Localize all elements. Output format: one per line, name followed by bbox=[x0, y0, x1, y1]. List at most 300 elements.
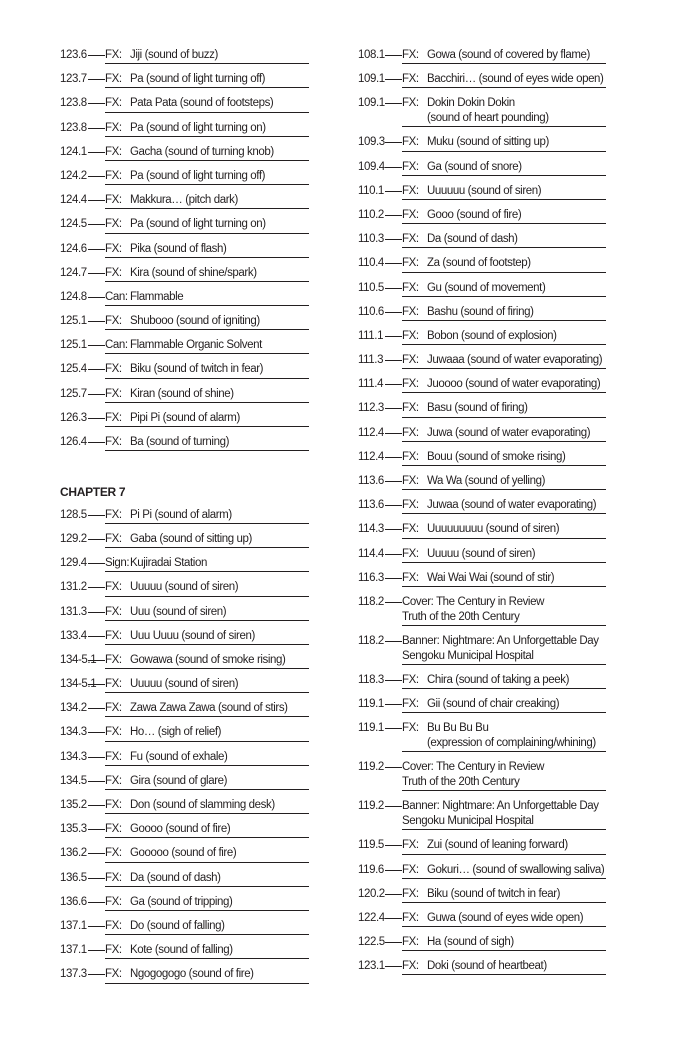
entry-description: Wa Wa (sound of yelling) bbox=[427, 475, 546, 487]
glossary-entry bbox=[60, 915, 310, 939]
entry-label: FX: bbox=[402, 911, 419, 924]
dash-rule bbox=[385, 79, 402, 80]
dash-rule bbox=[385, 870, 402, 871]
entry-description: Chira (sound of taking a peek) bbox=[427, 673, 570, 686]
entry-label: FX: bbox=[105, 919, 122, 932]
dash-rule bbox=[385, 142, 402, 143]
right-column bbox=[358, 44, 608, 979]
glossary-entry bbox=[358, 717, 608, 756]
page-number: 110.1 bbox=[358, 184, 384, 197]
glossary-entry bbox=[60, 601, 310, 625]
entry-description: Kujiradai Station bbox=[130, 557, 207, 570]
page-number: 112.4 bbox=[358, 450, 384, 463]
dash-rule bbox=[88, 442, 105, 443]
entry-label: FX: bbox=[402, 281, 419, 294]
glossary-entry bbox=[358, 470, 608, 494]
dash-rule bbox=[88, 249, 105, 250]
dash-rule bbox=[385, 966, 402, 967]
glossary-entry bbox=[358, 422, 608, 446]
entry-label: FX: bbox=[105, 968, 122, 981]
page-number: 118.2 bbox=[358, 595, 384, 608]
entry-label: FX: bbox=[402, 450, 419, 463]
entry-text bbox=[105, 508, 309, 524]
entry-label: FX: bbox=[402, 936, 419, 949]
glossary-entry bbox=[60, 697, 310, 721]
chapter-heading: CHAPTER 7 bbox=[60, 484, 126, 499]
entry-text bbox=[105, 435, 309, 451]
entry-label: FX: bbox=[105, 436, 122, 448]
entry-label: FX: bbox=[105, 145, 122, 158]
dash-rule bbox=[385, 103, 402, 104]
entry-description: Za (sound of footstep) bbox=[427, 257, 531, 270]
page-number: 124.7 bbox=[60, 266, 87, 279]
entry-text bbox=[105, 193, 309, 209]
entry-description: Kote (sound of falling) bbox=[130, 944, 233, 957]
entry-label: Can: bbox=[105, 339, 128, 352]
entry-text bbox=[402, 547, 606, 563]
dash-rule bbox=[88, 79, 105, 80]
dash-rule bbox=[88, 684, 105, 685]
entry-description: Biku (sound of twitch in fear) bbox=[427, 887, 561, 900]
entry-description: Bu Bu Bu Bu (expression of complaining/whining) bbox=[427, 722, 596, 750]
entry-description: Fu (sound of exhale) bbox=[130, 750, 228, 763]
entry-label: FX: bbox=[402, 673, 419, 686]
dash-rule bbox=[88, 926, 105, 927]
page-number: 125.7 bbox=[60, 387, 87, 400]
dash-rule bbox=[88, 902, 105, 903]
page-number: 134.2 bbox=[60, 702, 87, 715]
entry-description: Doki (sound of heartbeat) bbox=[427, 960, 547, 973]
entry-description: Ha (sound of sigh) bbox=[427, 936, 514, 949]
entry-description: Basu (sound of firing) bbox=[427, 402, 528, 415]
glossary-entry bbox=[60, 867, 310, 891]
dash-rule bbox=[88, 708, 105, 709]
dash-rule bbox=[385, 433, 402, 434]
entry-label: FX: bbox=[402, 136, 419, 149]
entry-label: FX: bbox=[402, 475, 419, 487]
page-number: 109.1 bbox=[358, 73, 385, 86]
entry-text bbox=[402, 863, 606, 879]
page-number: 123.1 bbox=[358, 960, 385, 973]
entry-text bbox=[105, 556, 309, 572]
entry-description: Pa (sound of light turning on) bbox=[130, 121, 266, 134]
dash-rule bbox=[88, 152, 105, 153]
entry-text bbox=[402, 232, 606, 248]
dash-rule bbox=[385, 408, 402, 409]
entry-description: Gooooo (sound of fire) bbox=[130, 847, 237, 860]
page-number: 124.6 bbox=[60, 242, 87, 255]
entry-label: FX: bbox=[402, 97, 419, 110]
page-number: 109.1 bbox=[358, 97, 385, 110]
dash-rule bbox=[88, 273, 105, 274]
dash-rule bbox=[88, 853, 105, 854]
page-number: 110.3 bbox=[358, 233, 384, 246]
entry-text bbox=[105, 822, 309, 838]
entry-description: Pa (sound of light turning on) bbox=[130, 218, 266, 231]
dash-rule bbox=[88, 829, 105, 830]
dash-rule bbox=[385, 641, 402, 642]
glossary-entry bbox=[60, 334, 310, 358]
entry-text bbox=[402, 96, 606, 127]
entry-description: Ga (sound of tripping) bbox=[130, 895, 233, 908]
entry-label: FX: bbox=[402, 233, 419, 246]
entry-label: FX: bbox=[402, 863, 419, 876]
entry-description: Gii (sound of chair creaking) bbox=[427, 698, 560, 711]
page-number: 134.3 bbox=[60, 726, 87, 739]
entry-description: Bobon (sound of explosion) bbox=[427, 329, 557, 342]
entry-description: Gaba (sound of sitting up) bbox=[130, 532, 252, 545]
entry-description: Biku (sound of twitch in fear) bbox=[130, 363, 264, 376]
page-number: 124.5 bbox=[60, 218, 87, 231]
entry-description: Gowawa (sound of smoke rising) bbox=[130, 653, 286, 666]
entry-label: FX: bbox=[402, 722, 419, 735]
entry-description: Pi Pi (sound of alarm) bbox=[130, 508, 232, 521]
glossary-entry bbox=[60, 44, 310, 68]
dash-rule bbox=[88, 224, 105, 225]
glossary-entry bbox=[60, 238, 310, 262]
page-number: 118.2 bbox=[358, 634, 384, 647]
entry-description: Gira (sound of glare) bbox=[130, 774, 228, 787]
entry-label: FX: bbox=[105, 847, 122, 860]
entry-text bbox=[402, 799, 606, 830]
entry-description: The Century in Review Truth of the 20th Century bbox=[402, 761, 544, 789]
glossary-entry bbox=[358, 325, 608, 349]
dash-rule bbox=[385, 942, 402, 943]
glossary-entry bbox=[60, 649, 310, 673]
entry-label: FX: bbox=[105, 387, 122, 400]
entry-label: FX: bbox=[402, 426, 419, 439]
entry-label: FX: bbox=[105, 363, 122, 376]
entry-description: Juwaa (sound of water evaporating) bbox=[427, 499, 597, 512]
glossary-entry bbox=[358, 883, 608, 907]
glossary-entry bbox=[358, 131, 608, 155]
entry-description: Gowa (sound of covered by flame) bbox=[427, 49, 590, 61]
page-number: 109.4 bbox=[358, 160, 385, 173]
entry-label: FX: bbox=[402, 402, 419, 415]
entry-label: FX: bbox=[105, 702, 122, 715]
entry-text bbox=[105, 145, 309, 161]
page-number: 123.8 bbox=[60, 121, 87, 134]
entry-text bbox=[105, 967, 309, 983]
entry-text bbox=[402, 72, 606, 88]
entry-label: FX: bbox=[402, 354, 419, 367]
entry-text bbox=[105, 725, 309, 741]
entry-description: Pika (sound of flash) bbox=[130, 242, 227, 255]
entry-label: FX: bbox=[402, 887, 419, 900]
entry-text bbox=[402, 256, 606, 272]
entry-text bbox=[105, 580, 309, 596]
page-number: 124.2 bbox=[60, 169, 87, 182]
page-number: 137.1 bbox=[60, 919, 87, 932]
entry-description: Nightmare: An Unforgettable Day Sengoku Municipal Hospital bbox=[402, 800, 599, 828]
entry-text bbox=[105, 605, 309, 621]
page-number: 120.2 bbox=[358, 887, 385, 900]
entry-label: FX: bbox=[105, 121, 122, 134]
entry-description: Shubooo (sound of igniting) bbox=[130, 315, 260, 328]
entry-text bbox=[105, 895, 309, 911]
entry-label: FX: bbox=[105, 532, 122, 545]
page-number: 131.2 bbox=[60, 581, 87, 594]
entry-description: Ga (sound of snore) bbox=[427, 160, 522, 173]
entry-text bbox=[105, 266, 309, 282]
entry-text bbox=[105, 871, 309, 887]
entry-label: FX: bbox=[402, 571, 419, 584]
dash-rule bbox=[385, 263, 402, 264]
entry-text bbox=[105, 72, 309, 88]
dash-rule bbox=[385, 360, 402, 361]
dash-rule bbox=[385, 239, 402, 240]
entry-description: Juwaaa (sound of water evaporating) bbox=[427, 354, 603, 367]
entry-text bbox=[402, 401, 606, 417]
entry-label: FX: bbox=[402, 698, 419, 711]
entry-description: Ngogogogo (sound of fire) bbox=[130, 968, 254, 981]
entry-text bbox=[402, 474, 606, 490]
glossary-entry bbox=[358, 795, 608, 834]
glossary-entry bbox=[358, 180, 608, 204]
glossary-entry bbox=[60, 891, 310, 915]
entry-text bbox=[402, 208, 606, 224]
page-number: 122.5 bbox=[358, 936, 385, 949]
page-number: 134-5.1 bbox=[60, 678, 97, 691]
entry-label: Banner: bbox=[402, 634, 443, 647]
entry-description: Da (sound of dash) bbox=[427, 233, 518, 246]
entry-text bbox=[402, 595, 606, 626]
entry-list bbox=[60, 44, 310, 455]
page-number: 122.4 bbox=[358, 911, 385, 924]
glossary-entry bbox=[60, 721, 310, 745]
glossary-entry bbox=[60, 213, 310, 237]
entry-text bbox=[105, 677, 309, 693]
glossary-entry bbox=[358, 907, 608, 931]
glossary-entry bbox=[60, 939, 310, 963]
page-number: 137.3 bbox=[60, 968, 87, 981]
dash-rule bbox=[88, 176, 105, 177]
entry-description: The Century in Review Truth of the 20th Century bbox=[402, 595, 544, 623]
entry-description: Ba (sound of turning) bbox=[130, 436, 229, 448]
entry-label: FX: bbox=[402, 257, 419, 270]
glossary-entry bbox=[358, 591, 608, 630]
page-number: 112.3 bbox=[358, 402, 384, 415]
entry-label: FX: bbox=[402, 523, 419, 536]
glossary-entry bbox=[60, 963, 310, 987]
entry-label: Banner: bbox=[402, 800, 443, 813]
entry-label: FX: bbox=[105, 218, 122, 231]
entry-text bbox=[105, 774, 309, 790]
entry-label: FX: bbox=[402, 378, 419, 391]
entry-text bbox=[105, 48, 309, 64]
entry-text bbox=[105, 387, 309, 403]
entry-label: FX: bbox=[402, 960, 419, 973]
entry-description: Zui (sound of leaning forward) bbox=[427, 839, 568, 852]
entry-text bbox=[105, 798, 309, 814]
entry-text bbox=[402, 353, 606, 369]
entry-text bbox=[402, 329, 606, 345]
page-number: 123.8 bbox=[60, 97, 87, 110]
dash-rule bbox=[385, 728, 402, 729]
entry-text bbox=[105, 532, 309, 548]
entry-label: FX: bbox=[105, 315, 122, 328]
glossary-entry bbox=[60, 383, 310, 407]
dash-rule bbox=[385, 336, 402, 337]
page-number: 125.1 bbox=[60, 315, 87, 328]
glossary-entry bbox=[60, 842, 310, 866]
entry-text bbox=[402, 673, 606, 689]
entry-description: Bashu (sound of firing) bbox=[427, 305, 534, 318]
entry-label: FX: bbox=[105, 508, 122, 521]
dash-rule bbox=[88, 297, 105, 298]
entry-text bbox=[402, 377, 606, 393]
dash-rule bbox=[385, 312, 402, 313]
dash-rule bbox=[385, 55, 402, 56]
glossary-entry bbox=[60, 794, 310, 818]
entry-text bbox=[105, 242, 309, 258]
glossary-entry bbox=[358, 228, 608, 252]
entry-label: FX: bbox=[105, 823, 122, 836]
entry-label: FX: bbox=[105, 49, 122, 61]
glossary-entry bbox=[358, 931, 608, 955]
entry-label: FX: bbox=[105, 750, 122, 763]
entry-label: FX: bbox=[402, 499, 419, 512]
glossary-entry bbox=[358, 756, 608, 795]
entry-label: FX: bbox=[402, 160, 419, 173]
entry-label: FX: bbox=[105, 605, 122, 618]
page-number: 135.3 bbox=[60, 823, 87, 836]
page-number: 119.6 bbox=[358, 863, 384, 876]
entry-description: Uuuuu (sound of siren) bbox=[130, 581, 239, 594]
dash-rule bbox=[88, 660, 105, 661]
entry-text bbox=[402, 522, 606, 538]
glossary-entry bbox=[60, 746, 310, 770]
page-number: 137.1 bbox=[60, 944, 87, 957]
glossary-entry bbox=[358, 277, 608, 301]
entry-description: Uuu Uuuu (sound of siren) bbox=[130, 629, 255, 642]
dash-rule bbox=[385, 680, 402, 681]
entry-label: FX: bbox=[105, 653, 122, 666]
page-number: 133.4 bbox=[60, 629, 87, 642]
dash-rule bbox=[385, 806, 402, 807]
entry-label: FX: bbox=[402, 329, 419, 342]
entry-list bbox=[358, 44, 608, 979]
page-number: 108.1 bbox=[358, 49, 385, 61]
page-number: 113.6 bbox=[358, 475, 384, 487]
entry-label: Sign: bbox=[105, 557, 130, 570]
entry-description: Flammable bbox=[130, 290, 184, 303]
glossary-entry bbox=[60, 310, 310, 334]
entry-description: Don (sound of slamming desk) bbox=[130, 799, 275, 812]
page-number: 124.1 bbox=[60, 145, 87, 158]
glossary-entry bbox=[358, 44, 608, 68]
page-number: 110.2 bbox=[358, 208, 384, 221]
dash-rule bbox=[88, 55, 105, 56]
entry-text bbox=[402, 48, 606, 64]
glossary-entry bbox=[60, 576, 310, 600]
page-number: 124.8 bbox=[60, 290, 87, 303]
entry-text bbox=[402, 135, 606, 151]
glossary-entry bbox=[358, 543, 608, 567]
dash-rule bbox=[385, 578, 402, 579]
page-number: 123.7 bbox=[60, 73, 87, 86]
glossary-entry bbox=[60, 68, 310, 92]
dash-rule bbox=[385, 845, 402, 846]
glossary-entry bbox=[358, 397, 608, 421]
glossary-entry bbox=[358, 204, 608, 228]
entry-description: Bacchiri… (sound of eyes wide open) bbox=[427, 73, 604, 86]
entry-description: Bouu (sound of smoke rising) bbox=[427, 450, 566, 463]
glossary-entry bbox=[60, 117, 310, 141]
glossary-entry bbox=[60, 625, 310, 649]
dash-rule bbox=[88, 732, 105, 733]
dash-rule bbox=[88, 321, 105, 322]
entry-text bbox=[402, 721, 606, 752]
glossary-entry bbox=[358, 567, 608, 591]
glossary-entry bbox=[358, 301, 608, 325]
entry-label: FX: bbox=[402, 73, 419, 86]
dash-rule bbox=[385, 215, 402, 216]
entry-text bbox=[105, 338, 309, 354]
page-number: 112.4 bbox=[358, 426, 384, 439]
entry-text bbox=[402, 305, 606, 321]
dash-rule bbox=[385, 167, 402, 168]
page-number: 136.2 bbox=[60, 847, 87, 860]
glossary-entry bbox=[358, 518, 608, 542]
entry-description: Uuuuuu (sound of siren) bbox=[427, 184, 542, 197]
entry-description: Pa (sound of light turning off) bbox=[130, 73, 266, 86]
entry-label: FX: bbox=[105, 73, 122, 86]
glossary-entry bbox=[60, 552, 310, 576]
dash-rule bbox=[385, 288, 402, 289]
page-number: 134.3 bbox=[60, 750, 87, 763]
entry-text bbox=[105, 653, 309, 669]
entry-description: Makkura… (pitch dark) bbox=[130, 194, 238, 207]
dash-rule bbox=[385, 505, 402, 506]
entry-description: Uuuuu (sound of siren) bbox=[130, 678, 239, 691]
page-number: 111.3 bbox=[358, 354, 384, 367]
entry-label: Can: bbox=[105, 290, 128, 303]
entry-label: FX: bbox=[105, 266, 122, 279]
glossary-entry bbox=[358, 693, 608, 717]
entry-label: FX: bbox=[105, 411, 122, 424]
entry-text bbox=[402, 760, 606, 791]
dash-rule bbox=[88, 974, 105, 975]
page-number: 131.3 bbox=[60, 605, 87, 618]
page-number: 136.6 bbox=[60, 895, 87, 908]
glossary-entry bbox=[358, 252, 608, 276]
page-number: 125.1 bbox=[60, 339, 87, 352]
entry-text bbox=[402, 634, 606, 665]
entry-label: FX: bbox=[402, 184, 419, 197]
entry-label: FX: bbox=[105, 629, 122, 642]
dash-rule bbox=[88, 369, 105, 370]
page-number: 135.2 bbox=[60, 799, 87, 812]
page-number: 118.3 bbox=[358, 673, 384, 686]
entry-description: Kira (sound of shine/spark) bbox=[130, 266, 257, 279]
dash-rule bbox=[385, 767, 402, 768]
dash-rule bbox=[385, 554, 402, 555]
entry-label: FX: bbox=[105, 581, 122, 594]
entry-text bbox=[402, 935, 606, 951]
page-number: 119.1 bbox=[358, 698, 384, 711]
page-number: 128.5 bbox=[60, 508, 87, 521]
entry-text bbox=[105, 701, 309, 717]
entry-label: FX: bbox=[105, 726, 122, 739]
page-number: 126.3 bbox=[60, 411, 87, 424]
glossary-entry bbox=[358, 156, 608, 180]
dash-rule bbox=[385, 457, 402, 458]
glossary-entry bbox=[60, 407, 310, 431]
entry-text bbox=[402, 571, 606, 587]
glossary-entry bbox=[358, 68, 608, 92]
dash-rule bbox=[385, 918, 402, 919]
